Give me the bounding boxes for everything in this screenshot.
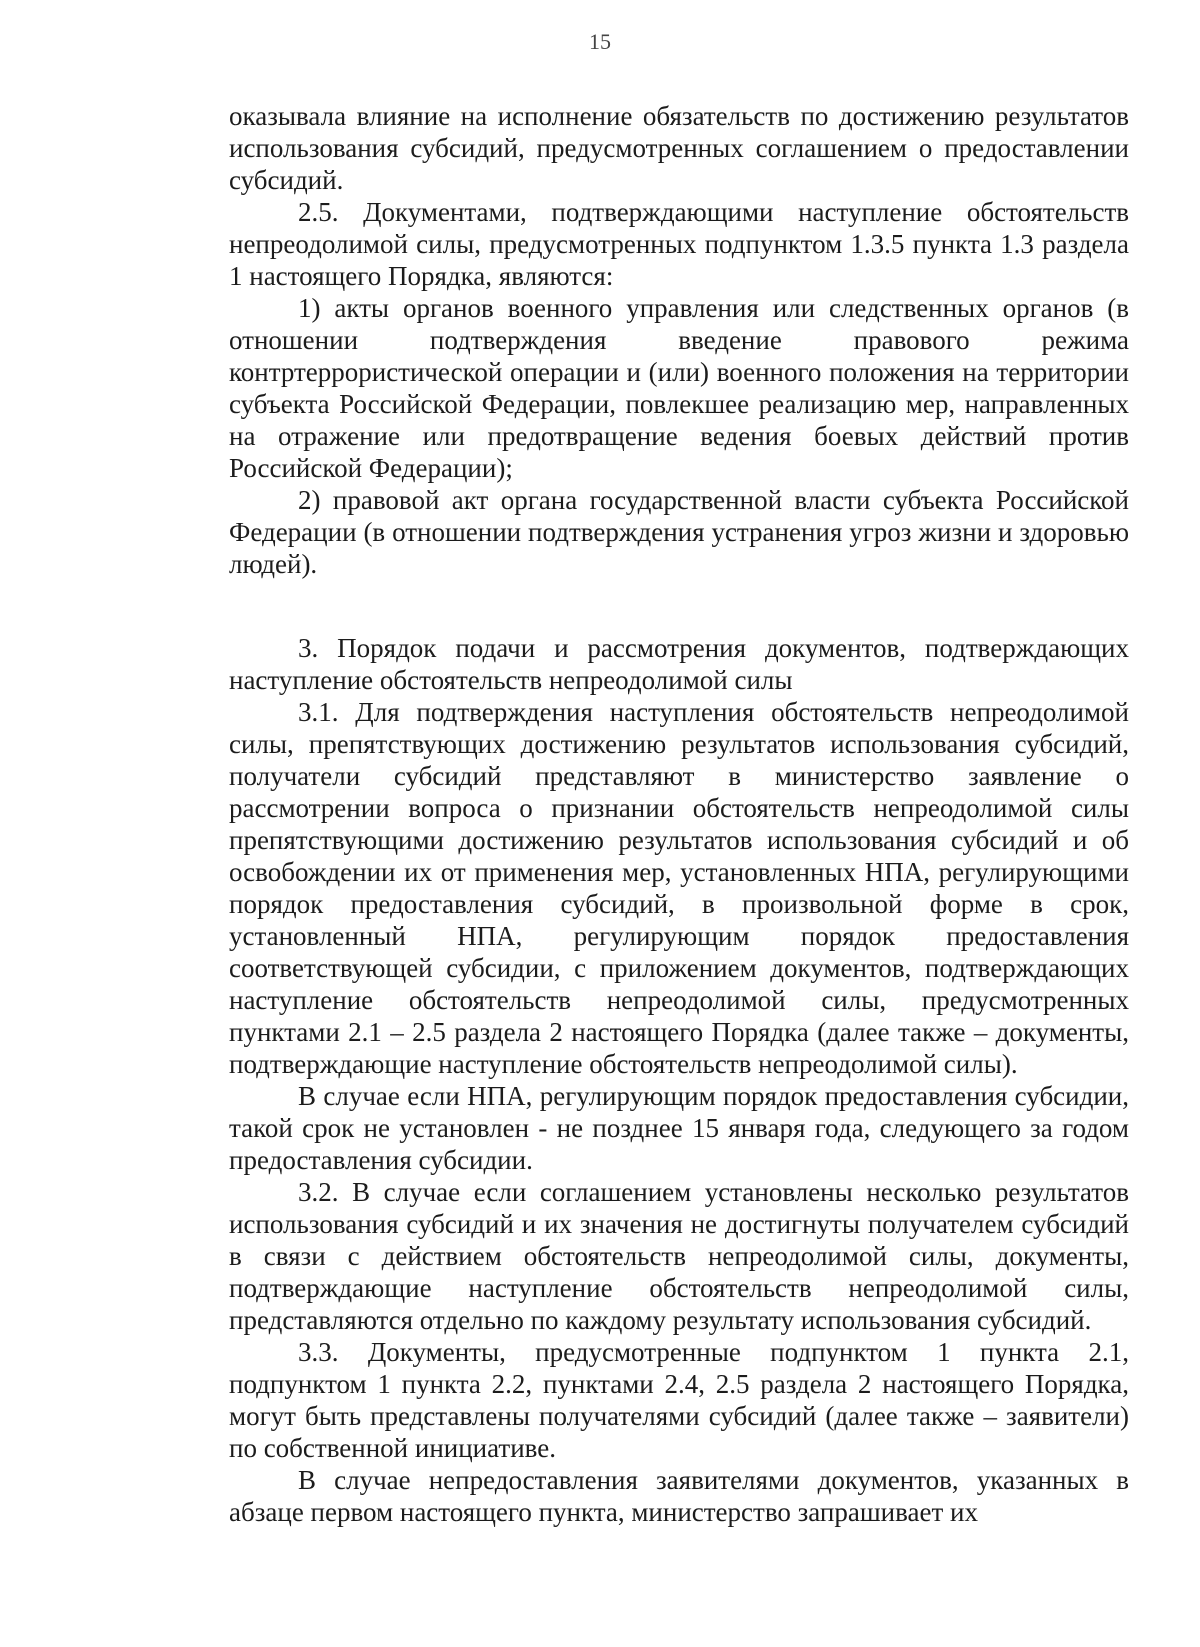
- document-body: [229, 100, 1129, 1528]
- section-3-title: 3. Порядок подачи и рассмотрения документов, подтверждающих наступление обстоятельств непреодолимой силы: [229, 633, 1129, 695]
- paragraph-2-5: 2.5. Документами, подтверждающими наступление обстоятельств непреодолимой силы, предусмотренных подпунктом 1.3.5 пункта 1.3 раздела 1 настоящего Порядка, являются:: [229, 197, 1129, 291]
- paragraph: оказывала влияние на исполнение обязательств по достижению результатов использования субсидий, предусмотренных соглашением о предоставлении субсидий.: [229, 101, 1129, 195]
- list-item-1: 1) акты органов военного управления или следственных органов (в отношении подтверждения введение правового режима контртеррористической операции и (или) военного положения на территории субъекта Российской Федерации, повлекшее реализацию мер, направленных на отражение или предотвращение ведения боевых действий против Российской Федерации);: [229, 293, 1129, 483]
- section-gap: [229, 580, 1129, 632]
- paragraph-3-2: 3.2. В случае если соглашением установлены несколько результатов использования субсидий и их значения не достигнуты получателем субсидий в связи с действием обстоятельств непреодолимой силы, документы, подтверждающие наступление обстоятельств непреодолимой силы, представляются отдельно по каждому результату использования субсидий.: [229, 1177, 1129, 1335]
- page-number: 15: [589, 29, 611, 54]
- list-item-2: 2) правовой акт органа государственной власти субъекта Российской Федерации (в отношении подтверждения устранения угроз жизни и здоровью людей).: [229, 485, 1129, 579]
- paragraph-3-1: 3.1. Для подтверждения наступления обстоятельств непреодолимой силы, препятствующих достижению результатов использования субсидий, получатели субсидий представляют в министерство заявление о рассмотрении вопроса о признании обстоятельств непреодолимой силы препятствующими достижению результатов использования субсидий и об освобождении их от применения мер, установленных НПА, регулирующими порядок предоставления субсидий, в произвольной форме в срок, установленный НПА, регулирующим порядок предоставления соответствующей субсидии, с приложением документов, подтверждающих наступление обстоятельств непреодолимой силы, предусмотренных пунктами 2.1 – 2.5 раздела 2 настоящего Порядка (далее также – документы, подтверждающие наступление обстоятельств непреодолимой силы).: [229, 697, 1129, 1079]
- paragraph: В случае непредоставления заявителями документов, указанных в абзаце первом настоящего пункта, министерство запрашивает их: [229, 1465, 1129, 1527]
- paragraph-3-3: 3.3. Документы, предусмотренные подпунктом 1 пункта 2.1, подпунктом 1 пункта 2.2, пунктами 2.4, 2.5 раздела 2 настоящего Порядка, могут быть представлены получателями субсидий (далее также – заявители) по собственной инициативе.: [229, 1337, 1129, 1463]
- paragraph: В случае если НПА, регулирующим порядок предоставления субсидии, такой срок не установлен - не позднее 15 января года, следующего за годом предоставления субсидии.: [229, 1081, 1129, 1175]
